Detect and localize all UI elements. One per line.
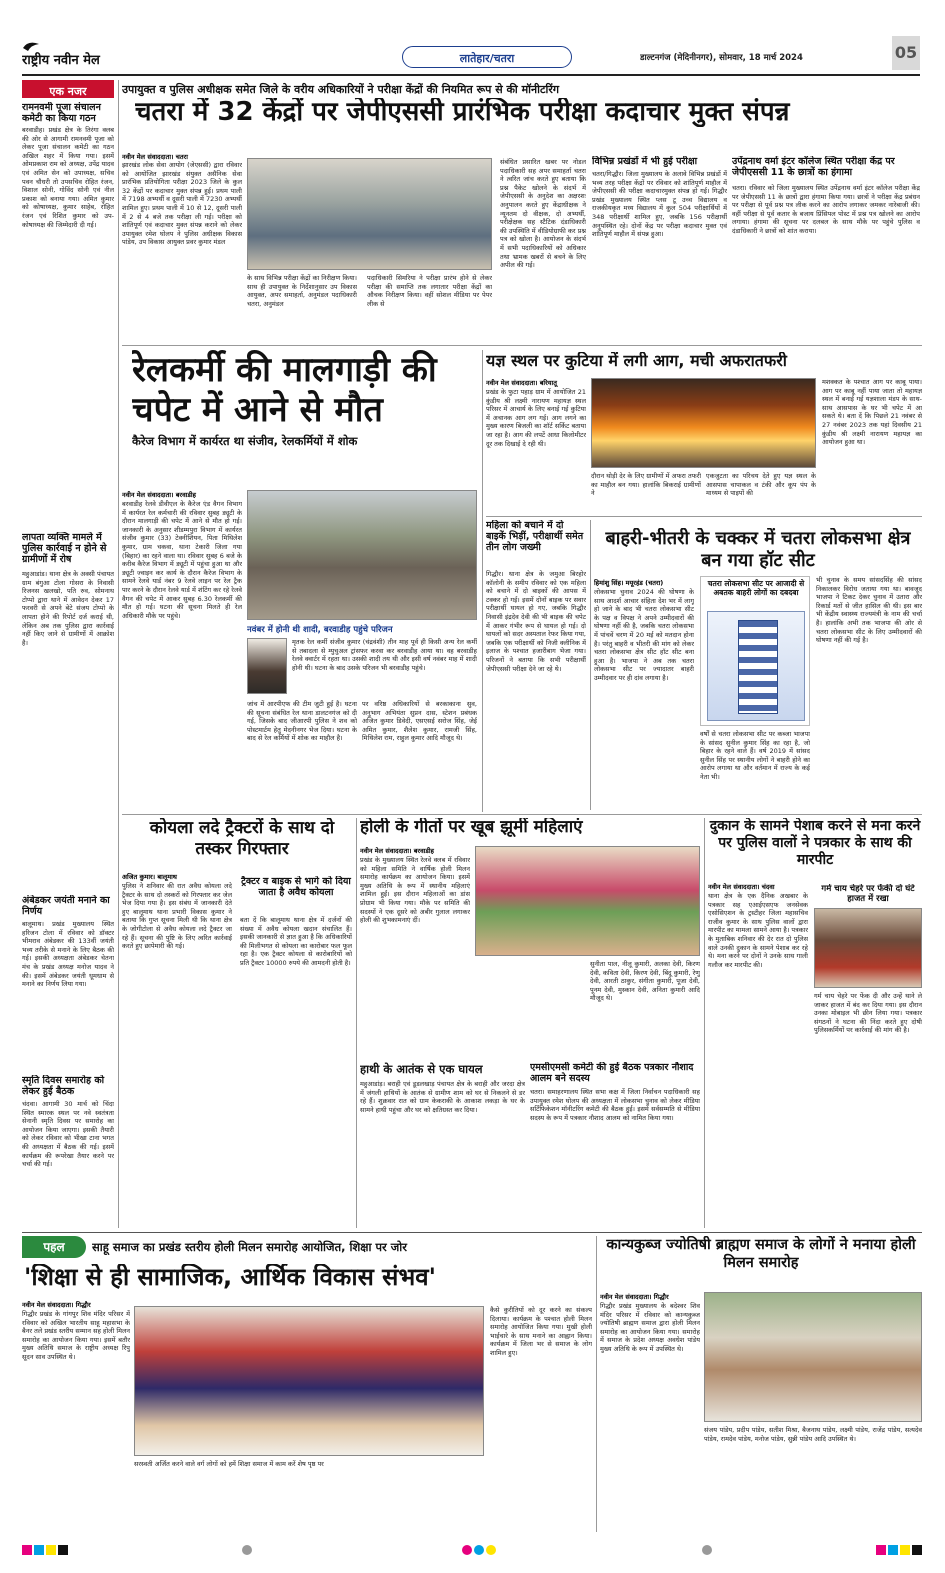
rail-headline: रेलकर्मी की मालगाड़ी की चपेट में आने से मौत [132,350,437,430]
lead-col2: के साथ विभिन्न परीक्षा केंद्रों का निरीक्षण किया। साथ ही उपायुक्त के निर्देशानुसार उप विकास आयुक्त, अपर समाहर्ता, अनुमंडल पदाधिकारी चतरा, अनुमंडल [247,274,357,308]
color-swatch [22,1545,32,1555]
side-text: चतरा/गिद्धौर। जिला मुख्यालय के अलावे विभिन्न प्रखंडों में भव्य तरह परीक्षा केंद्रों पर रविवार को शांतिपूर्ण माहौल में जेपीएससी की परीक्षा कदाचारमुक्त संपन्न हो गई। गिद्धौर प्रखंड मुख्यालय स्थित प्लस टू उच्च विद्यालय व राजकीयकृत मध्य विद्यालय में कुल 504 परीक्षार्थियों में 348 परीक्षार्थी शामिल हुए, जबकि 156 परीक्षार्थी अनुपस्थित रहे। दोनों केंद्र पर परीक्षा कदाचार मुक्त एवं शांतिपूर्ण माहौल में संपन्न हुआ। [592,170,727,239]
pahal-caption: सरस्वती अर्जित करने वाले वर्ग लोगों को हमें शिक्षा समाज में काम करें शेष पृष्ठ पर [134,1460,324,1468]
victim-portrait [247,638,287,694]
coal-col2: बता दें कि बालूमाथ थाना क्षेत्र में दर्जनों की संख्या में अवैध कोयला खदान संचालित हैं। इसकी जानकारी से ज्ञात हुआ है कि अधिकारियों की मिलीभगत से कोयला का कारोबार फल फूल रहा है। एक ट्रैक्टर कोयला से कारोबारियों को प्रति ट्रैक्टर 10000 रुपये की आमदनी होती है। [240,916,352,967]
ek-nazar-text: एक नजर [49,85,87,98]
section-divider [122,814,922,815]
hotseat-col1: लोकसभा चुनाव 2024 की घोषणा के साथ आदर्श आचार संहिता देश भर में लागू हो जाने के बाद भी चतरा लोकसभा सीट के पक्ष व विपक्ष ने अपने उम्मीदवारों की घोषणा नहीं की है, जबकि चतरा लोकसभा में पांचवें चरण में 20 मई को मतदान होना है। परंतु बाहरी व भीतरी की मांग को लेकर चतरा लोकसभा क्षेत्र सीट हॉट सीट बना हुआ है। भाजपा ने अब तक चतरा लोकसभा सीट पर ज्यादातर बाहरी उम्मीदवार पर ही दांव लगाया है। [594,588,694,682]
bike-headline: महिला को बचाने में दो बाइकें भिड़ीं, परीक्षार्थी समेत तीन लोग जख्मी [486,520,584,553]
logo-text: राष्ट्रीय नवीन मेल [22,53,100,68]
kanyakubj-story [600,1236,922,1532]
color-swatch [876,1545,886,1555]
elephant-story [360,1062,525,1228]
ek-nazar-column [22,80,114,1225]
registration-dot [702,1545,712,1555]
coal-headline: कोयला लदे ट्रैक्टरों के साथ दो तस्कर गिरफ्तार [149,818,335,859]
side-text: चतरा। रविवार को जिला मुख्यालय स्थित उपेंद्रनाथ वर्मा इंटर कॉलेज परीक्षा केंद्र पर जेपीएससी 11 के छात्रों द्वारा हंगामा किया गया। छात्रों ने परीक्षा केंद्र प्रबंधन पर परीक्षा से पूर्व प्रश्न पत्र लीक करने का आरोप लगाकर जमकर नारेबाजी की। वहीं परीक्षा से पूर्व कतार के बजाय प्रिंसिपल पोस्ट में प्रश्न पत्र खोलने का आरोप लगाया। हंगामा की सूचना पर दलबल के साथ मौके पर पहुंचे पुलिस व दंडाधिकारी ने छात्रों को शांत कराया। [732,184,920,235]
brief-text: बालूमाथ। प्रखंड मुख्यालय स्थित हरिजन टोला में रविवार को डॉक्टर भीमराव अंबेडकर की 133वीं जयंती भव्य तरीके से मनाने के लिए बैठक की गई। इसकी अध्यक्षता अंबेडकर चेतना मंच के प्रखंड अध्यक्ष मनोज यादव ने की। इसमें अंबेडकर जयंती धूमधाम से मनाने का निर्णय लिया गया। [22,920,114,989]
brief-text: बरवाडीह। प्रखंड क्षेत्र के तिरंगा क्लब की ओर से आगामी रामनवमी पूजा को लेकर पूजा संचालन कमेटी का गठन अखिल शहर में किया गया। इसमें ओमप्रकाश राम को अध्यक्ष, उपेंद्र यादव एवं अमित सेन को उपाध्यक्ष, सचिव पवन चौधरी तो उपसचिव रोहित रंजन, विशाल सोनी, गोविंद सोनी एवं नील प्रकाश को बनाया गया। अमित कुमार को कोषाध्यक्ष, कुमार साहेब, रोहित रंजन एवं रिशित कुमार को उप-कोषाध्यक्ष की जिम्मेदारी दी गई। [22,126,114,229]
section-divider [486,516,922,517]
bike-text: गिद्धौर। थाना क्षेत्र के जमुआ बिरहोर कॉलोनी के समीप रविवार को एक महिला को बचाने में दो बाइकों की आपस में टक्कर हो गई। इसमें दोनों बाइक पर सवार परीक्षार्थी घायल हो गए, जबकि गिद्धौर निवासी इंद्रदेव देवी की भी बाइक की चपेट में आकर गंभीर रूप से घायल हो गई। दो घायलों को सदर अस्पताल रेफर किया गया, जबकि एक परीक्षार्थी को निजी क्लीनिक में इलाज के पश्चात हजारीबाग भेजा गया। परिजनों ने बताया कि सभी परीक्षार्थी जेपीएससी परीक्षा देने जा रहे थे। [486,570,586,673]
print-color-bar [22,1542,922,1558]
rail-story [122,350,478,812]
color-swatch [900,1545,910,1555]
hotseat-col3: भी चुनाव के समय सांसदसिंह की सांसद निकालकर विरोध जताया गया था। बावजूद भाजपा ने टिकट देकर चुनाव में उतारा और रिकार्ड मतों से जीत हासिल की थी। इस बार भी केंद्रीय स्वास्थ्य राज्यमंत्री के नाम की चर्चा है। हालांकि अभी तक भाजपा की ओर से चतरा लोकसभा सीट के लिए उम्मीदवारों की घोषणा नहीं की गई है। [816,576,922,645]
side-story-exam-blocks [592,156,727,342]
fire-photo [591,378,816,468]
fire-headline: यज्ञ स्थल पर कुटिया में लगी आग, मची अफरातफरी [486,352,787,370]
hotseat-headline: बाहरी-भीतरी के चक्कर में चतरा लोकसभा क्षेत्र बन गया हॉट सीट [605,528,911,571]
pahal-label-text: पहल [43,1240,65,1254]
pahal-col1: गिद्धौर प्रखंड के गांगपुर शिव मंदिर परिसर में रविवार को अखिल भारतीय साहू महासभा के बैनर तले प्रखंड स्तरीय सम्मान सह होली मिलन समारोह का आयोजन किया गया। इसमें बतौर मुख्य अतिथि समाज के राष्ट्रीय अध्यक्ष रिपु सूदन साव उपस्थित थे। [22,1310,130,1361]
assault-byline: नवीन मेल संवाददाता। चंदवा [708,883,775,891]
hotseat-story [594,520,922,810]
column-divider [118,80,119,1228]
color-swatch [888,1545,898,1555]
side-headline: उपेंद्रनाथ वर्मा इंटर कॉलेज स्थित परीक्षा केंद्र पर जेपीएससी 11 के छात्रों का हंगामा [732,156,895,178]
ek-nazar-label [22,80,114,98]
masthead [22,36,920,76]
page-number: 05 [892,36,920,70]
kanyakubj-headline: कान्यकुब्ज ज्योतिषी ब्राह्मण समाज के लोगों ने मनाया होली मिलन समारोह [606,1237,916,1271]
rail-photo-caption: नवंबर में होनी थी शादी, बरवाडीह पहुंचे परिजन [247,625,393,635]
column-divider [356,818,357,1228]
pahal-quote-headline: 'शिक्षा से ही सामाजिक, आर्थिक विकास संभव' [24,1264,436,1291]
column-divider [482,350,483,812]
column-divider [596,1236,597,1532]
pahal-col2: कैसे कुरीतियों को दूर करने का संकल्प दिलाया। कार्यक्रम के पश्चात होली मिलन समारोह आयोजित किया गया। मुखी होली भाईचारे के साथ मनाने का आह्वान किया। कार्यक्रम में जिला भर से समाज के लोग शामिल हुए। [490,1306,592,1357]
lead-col4: संबंधित प्रसारित खबर पर नोडल पदाधिकारी सह अपर समाहर्ता चतरा ने त्वरित जांच करते हुए बताया कि प्रश्न पैकेट खोलने के संदर्भ में जेपीएससी के अनुदेश का अक्षरशः अनुपालन करते हुए केंद्राधीक्षक ने न्यूनतम दो वीक्षक, दो अभ्यर्थी, परीक्षेक्षक सह स्टैटिक दंडाधिकारी की उपस्थिति में वीडियोग्राफी कर प्रश्न पत्र को खोला है। आयोजन के संदर्भ में सभी पदाधिकारियों को अधिकार तथा भ्रामक खबरों से बचने के लिए अपील की गई। [500,158,586,270]
assault-inset-headline: गर्म चाय चेहरे पर फेंकी दो घंटे हाजत में रखा [821,884,915,904]
fire-story [486,352,922,512]
column-divider [590,520,591,810]
holi-col1: प्रखंड के मुख्यालय स्थित रेलवे क्लब में रविवार को महिला समिति ने वार्षिक होली मिलन समारोह कार्यक्रम का आयोजन किया। इसमें मुख्य अतिथि के रूप में स्थानीय महिलाएं शामिल हुईं। इस दौरान महिलाओं का डांस प्रोग्राम भी किया गया। मौके पर समिति की सदस्यों ने एक दूसरे को अबीर गुलाल लगाकर होली की शुभकामनाएं दीं। [360,856,470,925]
lead-headline: चतरा में 32 केंद्रों पर जेपीएससी प्रारंभिक परीक्षा कदाचार मुक्त संपन्न [135,98,790,127]
brief-text: महुआडांड। थाना क्षेत्र के अक्सी पंचायत ग्राम बंगुआ टोला गोसरा के निवासी रिजनस खलखो, पति रुव, सोमनाथ टोप्पो द्वारा थाने में आवेदन देकर 17 फरवरी से अपने बेटे संजय टोप्पो के लापता होने की रिपोर्ट दर्ज कराई थी, लेकिन अब तक पुलिस द्वारा कार्रवाई नहीं किए जाने से ग्रामीणों में आक्रोश है। [22,570,114,647]
fire-col3: मशक्कत के पश्चात आग पर काबू पाया। आग पर काबू नहीं पाया जाता तो महायज्ञ स्थल में बनाई गई यज्ञशाला मंडप के साथ-साथ आसपास के घर भी चपेट में आ सकते थे। बता दें कि पिछले 21 नवंबर से 27 नवंबर 2023 तक यहां दिवसीय 21 कुंडीय श्री लक्ष्मी नारायण महायज्ञ का आयोजन हुआ था। [822,378,922,447]
assault-col1: थाना क्षेत्र के एक दैनिक अखबार के पत्रकार सह एआईएसएफ जनसेवक एसोसिएशन के ट्रस्टीहर जिला महासचिव राजीव कुमार के साथ पुलिस वालों द्वारा मारपीट का मामला सामने आया है। पत्रकार के मुताबिक शनिवार की देर रात दो पुलिस वाले उनकी दुकान के सामने पेशाब कर रहे थे। मना करने पर दोनों ने उनके साथ गाली गलौज कर मारपीट की। [708,892,808,969]
color-swatch [46,1545,56,1555]
holi-photo [475,846,700,956]
hotseat-byline: हिमांशु सिंह। मयूरहंड (चतरा) [594,579,664,587]
fire-col2b: एकजुटता का परिचय देते हुए यज्ञ स्थल के आसपास चापाकल व टंकी और कूप पंप के माध्यम से पाइपों की [706,472,816,498]
kanyakubj-byline: नवीन मेल संवाददाता। गिद्धौर [600,1293,669,1301]
holi-caption: सुनीता पाल, नीलू कुमारी, अलका देवी, किरण देवी, कविता देवी, किरण देवी, बिंदू कुमारी, रेणु देवी, आरती ठाकुर, संगीता कुमारी, पूजा देवी, पूनम देवी, मुस्कान देवी, अनिता कुमारी आदि मौजूद थे। [590,960,700,1003]
hotseat-col2: वर्षों से चतरा लोकसभा सीट पर कब्जा भाजपा के सांसद सुनील कुमार सिंह का रहा है, जो बिहार के रहने वाले हैं। वर्ष 2019 में सांसद सुनील सिंह पर स्थानीय लोगों ने बाहरी होने का आरोप लगाया था और वर्तमान में राज्य के कई नेता भी। [700,730,810,781]
hotseat-box [700,576,810,726]
assault-col2: गर्म चाय चेहरे पर फेंक दी और उन्हें थाने ले जाकर हाजत में बंद कर दिया गया। इस दौरान उनका मोबाइल भी छीन लिया गया। पत्रकार संगठनों ने घटना की निंदा करते हुए दोषी पुलिसकर्मियों पर कार्रवाई की मांग की है। [814,992,922,1035]
lead-photo [247,158,492,270]
color-swatch [912,1545,922,1555]
pahal-headline: साहू समाज का प्रखंड स्तरीय होली मिलन समारोह आयोजित, शिक्षा पर जोर [92,1240,407,1254]
rail-photo [247,490,477,620]
fire-col2a: दौरान थोड़ी देर के लिए ग्रामीणों में अफरा तफरी का माहौल बन गया। हालांकि बिकराई ग्रामीणों ने [591,472,701,498]
pahal-byline: नवीन मेल संवाददाता। गिद्धौर [22,1301,91,1309]
registration-dot [474,1545,484,1555]
kanyakubj-photo [704,1292,922,1422]
section-divider [22,1232,922,1233]
rail-col3: पर वरिष्ठ अधिकारियों से बरकाकाना सुव, अनुभाग अभियंता सुप्रन दास, स्टेशन प्रबंधक अजित कुमार डिवेदी, एसएसई सरोज सिंह, जेई अमित कुमार, शैलेश कुमार, रामजी सिंह, मिथिलेश राम, राहुल कुमार आदि मौजूद थे। [362,700,477,743]
evm-image [707,611,805,721]
holi-byline: नवीन मेल संवाददाता। बरवाडीह [360,847,435,855]
dateline: डाल्टनगंज (मेदिनीनगर), सोमवार, 18 मार्च 2024 [640,53,803,63]
kanyakubj-col1: गिद्धौर प्रखंड मुख्यालय के बदेश्वर शिव मंदिर परिसर में रविवार को कान्यकुब्ज ज्योतिषी ब्राह्मण समाज द्वारा होली मिलन समारोह का आयोजन किया गया। समारोह में समाज के प्रदेश अध्यक्ष अवधेश पांडेय मुख्य अतिथि के रूप में उपस्थित थे। [600,1302,700,1353]
rail-subhead: कैरेज विभाग में कार्यरत था संजीव, रेलकर्मियों में शोक [132,434,358,448]
fire-col1: प्रखंड के फुटा पहाड़ ग्राम में आयोजित 21 कुंडीय श्री लक्ष्मी नारायण महायज्ञ स्थल परिसर में आचार्य के लिए बनाई गई कुटिया में अचानक आग लग गई। आग लगने का मुख्य कारण बिजली का शॉर्ट सर्किट बताया जा रहा है। आग की लपटें आधा किलोमीटर दूर तक दिखाई दे रही थी। [486,388,586,448]
coal-col1: पुलिस ने शनिवार की रात अवैध कोयला लदे ट्रैक्टर के साथ दो तस्करों को गिरफ्तार कर जेल भेज दिया गया है। इस संबंध में जानकारी देते हुए बालूमाथ थाना प्रभारी विकास कुमार ने बताया कि गुप्त सूचना मिली थी कि थाना क्षेत्र के जोगीटोला से अवैध कोयला लदे ट्रैक्टर जा रहे हैं। सूचना की पुष्टि के लिए त्वरित कार्रवाई करते हुए छापेमारी की गई। [122,882,232,951]
coal-story [122,818,352,1228]
coal-byline: अजित कुमार। बालूमाथ [122,873,177,881]
lead-byline: नवीन मेल संवाददाता। चतरा [122,153,188,161]
brief-title: अंबेडकर जयंती मनाने का निर्णय [22,895,110,917]
registration-dot [486,1545,496,1555]
lead-col3: पदाधिकारी सिमरिया ने परीक्षा प्रारंभ होने से लेकर परीक्षा की समाप्ति तक लगातार परीक्षा केंद्रों का औचक निरीक्षण किया। वहीं सोशल मीडिया पर पेपर लीक से [367,274,492,308]
hotseat-box-title: चतरा लोकसभा सीट पर आजादी से अबतक बाहरी लोगों का दबदबा [707,579,805,597]
evm-buttons [738,620,778,714]
elephant-text: महुआडांड़। बराही एवं डूडलखाड़ पंचायत क्षेत्र के बराही और जरदा क्षेत्र में जंगली हाथियों के आतंक से ग्रामीण शाम को घर से निकलने से डर रहे हैं। शुक्रवार रात को ग्राम केकराकी के आकाश लकड़ा के घर के सामने हाथी पहुंचा और घर को क्षतिग्रस्त कर दिया। [360,1080,525,1114]
rail-col1: बरवाडीह रेलवे डीवीएल के कैरेज एंड वैगन विभाग में कार्यरत रेल कर्मचारी की रविवार सुबह ड्यूटी के दौरान मालगाड़ी की चपेट में आने से मौत हो गई। जानकारी के अनुसार शीडम्मपुरा विभाग में कार्यरत संजीव कुमार (33) टेक्नीशियन, पिता मिथिलेश कुमार, ग्राम चकवा, थाना टेकारी जिला गया (बिहार) का रहने वाला था। रविवार सुबह 6 बजे के करीब कैरेज विभाग में ड्यूटी में पहुंचा हुआ था और ड्यूटी ज्वाइन कर कार्य के दौरान कैरेज विभाग के सामने रेलवे यार्ड नंबर 9 रेलवे लाइन पर रेल ट्रैक पार करने के दौरान रेलवे यार्ड में शंटिंग कर रहे रेलवे वैगन की चपेट में आकर सुबह 6.30 रेलकर्मी की मौत हो गई। घटना की सूचना मिलते ही रेल अधिकारी मौके पर पहुंचे। [122,500,242,620]
mcmc-story [530,1062,700,1228]
holi-headline: होली के गीतों पर खूब झूमीं महिलाएं [360,818,583,837]
rail-byline: नवीन मेल संवाददाता। बरवाडीह [122,491,197,499]
fire-byline: नवीन मेल संवाददाता। बरियातू [486,379,557,387]
brief-title: रामनवमी पूजा संचालन कमेटी का किया गठन [22,102,101,124]
bike-story [486,520,586,810]
color-swatch [34,1545,44,1555]
pahal-label [22,1236,86,1258]
mcmc-headline: एमसीएमसी कमेटी की हुई बैठक पत्रकार नौशाद आलम बने सदस्य [530,1062,694,1084]
lead-story [122,152,586,342]
column-divider [704,818,705,1228]
assault-story [708,818,922,1228]
brief-title: लापता व्यक्ति मामले में पुलिस कार्रवाई न होने से ग्रामीणों में रोष [22,532,107,565]
section-tab [402,46,572,68]
side-headline: विभिन्न प्रखंडों में भी हुई परीक्षा [592,156,698,167]
rail-col2: जांच में आरपीएफ की टीम जुटी हुई है। घटना की सूचना संबंधित रेल थाना डालटनगंज को दी गई, जिसके बाद जीआरपी पुलिस ने शव को पोस्टमार्टम हेतु मेदनीनगर भेज दिया। घटना के बाद से रेल कर्मियों में शोक का माहौल है। [247,700,357,743]
kanyakubj-col2: संजय पांडेय, प्रदीप पांडेय, सतीश मिश्रा, बैजनाथ पांडेय, लक्ष्मी पांडेय, राजेंद्र पांडेय, सत्यदेव पांडेय, रामदेव पांडेय, मनोज पांडेय, सुन्नी पांडेय आदि उपस्थित थे। [704,1426,922,1443]
holi-story [360,818,700,1058]
mcmc-text: चतरा। समाहरणालय स्थित सभा कक्ष में जिला निर्वाचन पदाधिकारी सह उपायुक्त रमेश घोलप की अध्यक्षता में लोकसभा चुनाव को लेकर मीडिया सर्टिफिकेशन मॉनीटरिंग कमेटी की बैठक हुई। इसमें सर्वसम्मति से मीडिया सदस्य के रूप में पत्रकार नौशाद आलम को नामित किया गया। [530,1088,700,1122]
side-story-protest [732,156,920,342]
brief-title: स्मृति दिवस समारोह को लेकर हुई बैठक [22,1075,105,1097]
registration-dot [462,1545,472,1555]
pahal-photo [134,1306,484,1456]
section-divider [122,345,922,346]
coal-inset-headline: ट्रैक्टर व बाइक से भागे को दिया जाता है अवैध कोयला [241,876,351,898]
color-swatch [58,1545,68,1555]
brief-text: चंदवा। आगामी 30 मार्च को चिंदा स्थित स्मारक स्थल पर नवे स्वतंत्रता सेनानी स्मृति दिवस पर समारोह का आयोजन किया जाएगा। इसकी तैयारी को लेकर रविवार को भीखा टाना भगत की अध्यक्षता में बैठक की गई। इसमें कार्यक्रम की रूपरेखा तैयार करने पर चर्चा की गई। [22,1100,114,1169]
kicker-banner: उपायुक्त व पुलिस अधीक्षक समेत जिले के वरीय अधिकारियों ने परीक्षा केंद्रों की नियमित रूप से की मॉनीटरिंग [122,83,560,96]
journalist-photo [814,908,922,988]
lead-col1: झारखंड लोक सेवा आयोग (जेएससी) द्वारा रविवार को आयोजित झारखंड संयुक्त असैनिक सेवा प्रारंभिक प्रतियोगिता परीक्षा 2023 जिले के कुल 32 केंद्रों पर कदाचार मुक्त संपन्न हुई। प्रथम पाली में 7198 अभ्यर्थी व दूसरी पाली में 7230 अभ्यर्थी शामिल हुए। प्रथम पाली में 10 से 12, दूसरी पाली में 2 से 4 बजे तक परीक्षा ली गई। परीक्षा को शांतिपूर्ण एवं कदाचार मुक्त संपन्न कराने को लेकर उपायुक्त रमेश घोलप ने पुलिस अधीक्षक विकास पांडेय, उप विकास आयुक्त प्रवर कुमार मंडल [122,161,242,247]
assault-headline: दुकान के सामने पेशाब करने से मना करने पर पुलिस वालों ने पत्रकार के साथ की मारपीट [709,818,921,868]
pahal-story [22,1300,592,1530]
section-label: लातेहार/चतरा [459,52,515,65]
logo [22,40,162,70]
elephant-headline: हाथी के आतंक से एक घायल [360,1062,483,1076]
rail-inset-text: मृतक रेल कर्मी संजीव कुमार (चंद्रवंशी) तीन माह पूर्व ही किसी अन्य रेल कर्मी से तबादला से म्युचुअल ट्रांसफर करवा कर बरवाडीह आया था। वह बरवाडीह रेलवे क्वार्टर में रहता था। उसकी शादी तय थी और इसी वर्ष नवंबर माह में शादी होनी थी। घटना के बाद उसके परिजन भी बरवाडीह पहुंचे। [292,638,477,672]
registration-dot [242,1545,252,1555]
